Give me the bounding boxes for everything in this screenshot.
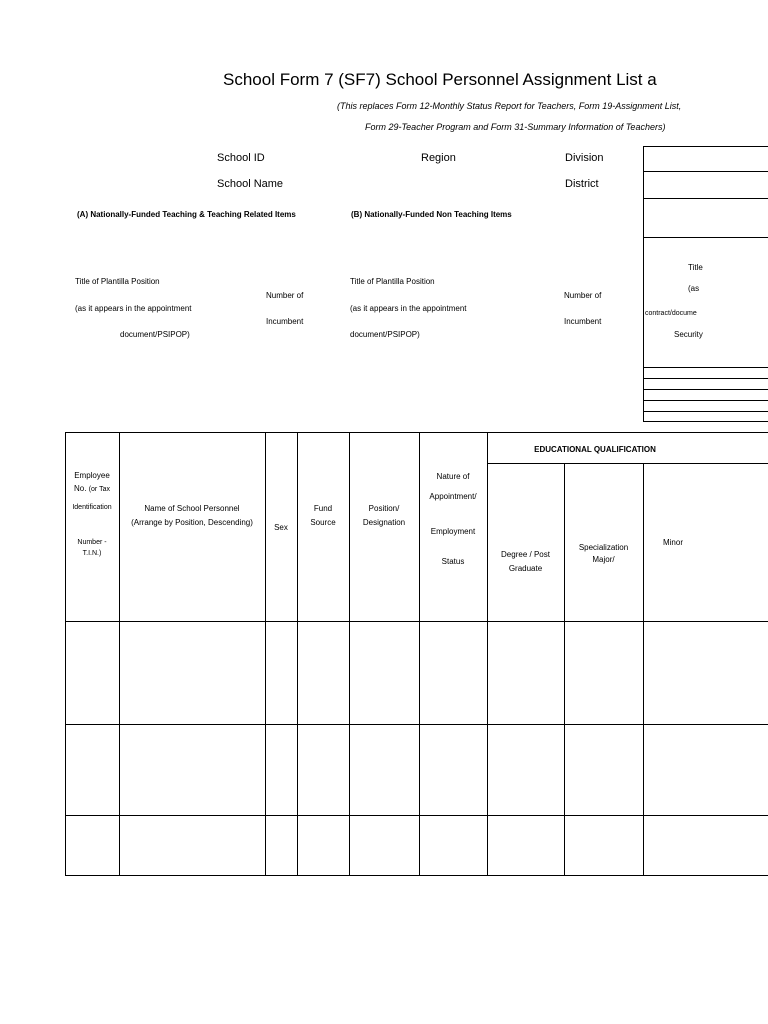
col-header-degree-line2: Graduate	[508, 563, 543, 573]
table-column-divider	[119, 432, 120, 876]
col-header-nature-line2: Appointment/	[429, 492, 477, 502]
col-header-degree-line1: Degree / Post	[501, 550, 550, 559]
table-column-divider	[487, 432, 488, 876]
region-label: Region	[421, 152, 456, 164]
section-b-title-line3: document/PSIPOP)	[350, 330, 420, 339]
col-header-specialization-line1: Specialization	[578, 543, 629, 552]
personnel-table	[65, 432, 768, 876]
col-header-minor: Minor	[662, 538, 683, 547]
col-header-employee-no-label: No.	[74, 483, 87, 493]
section-a-title-line1: Title of Plantilla Position	[75, 277, 160, 286]
table-row-divider	[65, 724, 768, 725]
col-header-specialization-line2: Major/	[592, 555, 615, 564]
school-id-label: School ID	[217, 152, 265, 164]
summary-box	[643, 146, 768, 422]
summary-box-row-line	[643, 378, 768, 379]
section-b-number-line1: Number of	[564, 291, 602, 300]
col-header-personnel-name	[119, 502, 265, 529]
division-label: Division	[565, 152, 604, 164]
col-header-personnel-name-line2: (Arrange by Position, Descending)	[131, 517, 253, 527]
summary-box-line3: contract/docume	[645, 310, 697, 317]
summary-box-line4: Security	[674, 330, 703, 339]
table-column-divider	[349, 432, 350, 876]
summary-box-row-line	[643, 400, 768, 401]
summary-box-divider	[643, 237, 768, 238]
col-header-employee-no	[65, 470, 119, 559]
summary-box-row-line	[643, 389, 768, 390]
district-label: District	[565, 178, 599, 190]
summary-box-line1: Title	[688, 263, 703, 272]
col-header-employee-line3: Identification	[72, 503, 112, 511]
table-column-divider	[265, 432, 266, 876]
col-header-nature-appointment	[419, 472, 487, 568]
summary-box-row-line	[643, 421, 768, 422]
section-a-title-line3: document/PSIPOP)	[120, 330, 190, 339]
col-header-nature-line3: Employment	[430, 526, 476, 536]
section-a-title-line2: (as it appears in the appointment	[75, 304, 192, 313]
form-subtitle-line2: Form 29-Teacher Program and Form 31-Summary Information of Teachers)	[365, 122, 666, 132]
section-b-heading: (B) Nationally-Funded Non Teaching Items	[351, 210, 512, 219]
col-header-fund-source-line2: Source	[310, 518, 336, 528]
summary-box-divider	[643, 146, 768, 147]
summary-box-divider	[643, 171, 768, 172]
section-a-heading: (A) Nationally-Funded Teaching & Teaching Related Items	[77, 210, 296, 219]
col-header-position	[349, 502, 419, 531]
col-header-nature-line4: Status	[441, 557, 465, 567]
edu-group-divider	[487, 463, 768, 464]
col-header-employee-line4: Number -	[77, 538, 107, 546]
summary-box-row-line	[643, 411, 768, 412]
col-header-employee-line5: T.I.N.)	[82, 549, 102, 557]
col-header-degree	[487, 548, 564, 575]
section-b-title-line1: Title of Plantilla Position	[350, 277, 435, 286]
col-header-personnel-name-line1: Name of School Personnel	[144, 504, 240, 513]
col-header-nature-line1: Nature of	[436, 472, 470, 481]
school-name-label: School Name	[217, 178, 284, 190]
section-a-number-line1: Number of	[266, 291, 304, 300]
col-header-employee-line2	[65, 483, 119, 496]
col-header-employee-line1: Employee	[74, 471, 110, 480]
col-group-educational-qualification: EDUCATIONAL QUALIFICATION	[534, 445, 656, 454]
form-subtitle-line1: (This replaces Form 12-Monthly Status Report for Teachers, Form 19-Assignment List,	[337, 101, 682, 111]
table-row-divider	[65, 815, 768, 816]
summary-box-row-line	[643, 367, 768, 368]
col-header-fund-source	[297, 502, 349, 531]
section-a-number-line2: Incumbent	[266, 317, 304, 326]
section-b-number-line2: Incumbent	[564, 317, 602, 326]
col-header-position-line1: Position/	[368, 504, 400, 513]
col-header-fund-source-line1: Fund	[313, 504, 333, 513]
form-title: School Form 7 (SF7) School Personnel Assignment List a	[223, 70, 657, 89]
col-header-position-line2: Designation	[362, 518, 406, 528]
table-column-divider	[297, 432, 298, 876]
summary-box-divider	[643, 198, 768, 199]
section-b-title-line2: (as it appears in the appointment	[350, 304, 467, 313]
col-header-specialization	[564, 542, 643, 566]
col-header-sex: Sex	[274, 523, 288, 532]
table-row-divider	[65, 621, 768, 622]
summary-box-line2: (as	[688, 284, 700, 293]
col-header-employee-tax-label: (or Tax	[88, 485, 110, 493]
